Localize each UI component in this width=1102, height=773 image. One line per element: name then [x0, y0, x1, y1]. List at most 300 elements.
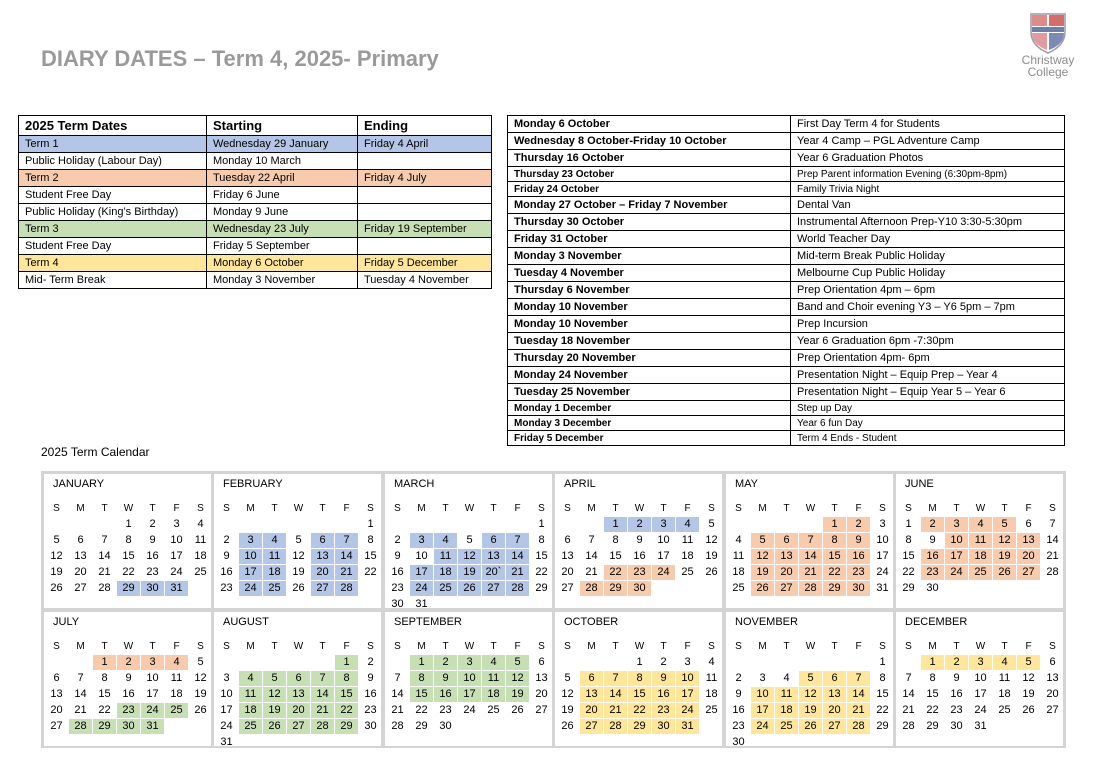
- calendar-day: 28: [311, 719, 334, 734]
- calendar-day: 30: [439, 720, 452, 732]
- calendar-day: 27: [580, 719, 603, 734]
- weekday-header: M: [758, 641, 767, 652]
- page-title: DIARY DATES – Term 4, 2025- Primary: [41, 46, 439, 71]
- calendar-day: 27: [535, 704, 548, 716]
- calendar-day: 5: [466, 534, 473, 546]
- weekday-header: M: [76, 503, 85, 514]
- calendar-day: 6: [775, 533, 798, 548]
- calendar-day: 12: [561, 688, 574, 700]
- calendar-day: 5: [197, 656, 204, 668]
- month-january: [44, 474, 211, 608]
- event-date: Thursday 23 October: [508, 167, 791, 182]
- event-date: Wednesday 8 October-Friday 10 October: [508, 133, 791, 150]
- calendar-day: 3: [410, 533, 433, 548]
- weekday-header: F: [1025, 503, 1032, 514]
- calendar-day: 3: [141, 655, 164, 670]
- calendar-day: 11: [170, 672, 183, 684]
- weekday-header: S: [564, 503, 571, 514]
- calendar-day: 15: [609, 550, 622, 562]
- calendar-day: 25: [705, 704, 718, 716]
- calendar-day: 9: [929, 534, 936, 546]
- event-description: Melbourne Cup Public Holiday: [791, 265, 1065, 282]
- calendar-day: 3: [969, 655, 992, 670]
- calendar-day: 17: [458, 687, 481, 702]
- calendar-day: 31: [415, 598, 428, 610]
- event-date: Monday 6 October: [508, 116, 791, 133]
- calendar-day: 17: [146, 688, 159, 700]
- calendar-day: 25: [263, 581, 286, 596]
- calendar-day: 14: [604, 687, 627, 702]
- event-date: Monday 24 November: [508, 367, 791, 384]
- weekday-header: S: [394, 641, 401, 652]
- calendar-day: 8: [612, 534, 619, 546]
- weekday-header: W: [464, 641, 475, 652]
- calendar-day: 13: [823, 687, 846, 702]
- calendar-day: 20: [311, 565, 334, 580]
- term-start: Monday 10 March: [207, 153, 358, 170]
- calendar-day: 19: [506, 687, 529, 702]
- weekday-header: M: [587, 503, 596, 514]
- weekday-header: W: [634, 641, 645, 652]
- calendar-day: 15: [410, 687, 433, 702]
- calendar-day: 6: [564, 534, 571, 546]
- event-description: Year 6 Graduation 6pm -7:30pm: [791, 333, 1065, 350]
- calendar-day: 21: [1046, 550, 1059, 562]
- calendar-day: 17: [945, 549, 968, 564]
- weekday-header: T: [612, 641, 619, 652]
- calendar-day: 6: [77, 534, 84, 546]
- calendar-day: 5: [751, 533, 774, 548]
- term-calendar: [41, 471, 1066, 748]
- event-description: Year 6 Graduation Photos: [791, 150, 1065, 167]
- event-date: Monday 10 November: [508, 316, 791, 333]
- weekday-header: T: [490, 503, 497, 514]
- calendar-day: 16: [122, 688, 135, 700]
- calendar-day: 1: [879, 656, 886, 668]
- event-description: World Teacher Day: [791, 231, 1065, 248]
- weekday-header: W: [123, 641, 134, 652]
- term-dates-row: [19, 272, 492, 289]
- calendar-day: 2: [847, 517, 870, 532]
- calendar-day: 3: [684, 656, 691, 668]
- event-row: [508, 333, 1065, 350]
- calendar-day: 13: [535, 672, 548, 684]
- weekday-header: M: [246, 503, 255, 514]
- calendar-day: 7: [1049, 518, 1056, 530]
- calendar-day: 2: [367, 656, 374, 668]
- weekday-header: W: [634, 503, 645, 514]
- calendar-day: 28: [335, 581, 358, 596]
- event-row: [508, 116, 1065, 133]
- calendar-day: 12: [292, 550, 305, 562]
- calendar-day: 6: [538, 656, 545, 668]
- calendar-day: 30: [847, 581, 870, 596]
- event-row: [508, 282, 1065, 299]
- calendar-day: 13: [1017, 533, 1040, 548]
- calendar-day: 10: [220, 688, 233, 700]
- calendar-day: 8: [905, 534, 912, 546]
- event-row: [508, 150, 1065, 167]
- calendar-day: 18: [482, 687, 505, 702]
- weekday-header: T: [442, 641, 449, 652]
- calendar-day: 13: [482, 549, 505, 564]
- weekday-header: T: [831, 503, 838, 514]
- calendar-day: 2: [149, 518, 156, 530]
- calendar-day: 18: [434, 565, 457, 580]
- weekday-header: F: [514, 641, 521, 652]
- term-end: Friday 19 September: [358, 221, 492, 238]
- calendar-day: 9: [636, 534, 643, 546]
- calendar-day: 31: [220, 736, 233, 748]
- term-end: Friday 5 December: [358, 255, 492, 272]
- event-description: Step up Day: [791, 401, 1065, 416]
- calendar-day: 11: [434, 549, 457, 564]
- weekday-header: T: [1001, 503, 1008, 514]
- event-description: Family Trivia Night: [791, 182, 1065, 197]
- month-december: [896, 612, 1063, 746]
- event-description: Prep Orientation 4pm- 6pm: [791, 350, 1065, 367]
- weekday-header: T: [319, 503, 326, 514]
- calendar-day: 28: [580, 581, 603, 596]
- calendar-day: 11: [969, 533, 992, 548]
- calendar-day: 1: [125, 518, 132, 530]
- calendar-day: 6: [823, 671, 846, 686]
- calendar-day: 4: [993, 655, 1016, 670]
- calendar-day: 16: [732, 704, 745, 716]
- event-date: Friday 31 October: [508, 231, 791, 248]
- calendar-day: 19: [458, 565, 481, 580]
- calendar-day: 18: [732, 566, 745, 578]
- calendar-day: 16: [146, 550, 159, 562]
- weekday-header: W: [123, 503, 134, 514]
- calendar-day: 18: [969, 549, 992, 564]
- event-row: [508, 231, 1065, 248]
- event-date: Thursday 30 October: [508, 214, 791, 231]
- calendar-day: 28: [1046, 566, 1059, 578]
- term-label: Public Holiday (King’s Birthday): [19, 204, 207, 221]
- calendar-day: 30: [141, 581, 164, 596]
- calendar-day: 19: [993, 549, 1016, 564]
- calendar-day: 30: [732, 736, 745, 748]
- calendar-day: 13: [561, 550, 574, 562]
- calendar-day: 29: [93, 719, 116, 734]
- term-dates-header: 2025 Term Dates: [19, 116, 207, 136]
- weekday-header: S: [53, 503, 60, 514]
- calendar-day: 1: [335, 655, 358, 670]
- calendar-day: 14: [799, 549, 822, 564]
- calendar-day: 25: [434, 581, 457, 596]
- calendar-day: 25: [487, 704, 500, 716]
- calendar-day: 20: [74, 566, 87, 578]
- weekday-header: S: [367, 503, 374, 514]
- calendar-day: 21: [902, 704, 915, 716]
- calendar-day: 20: [50, 704, 63, 716]
- weekday-header: T: [101, 503, 108, 514]
- event-description: Dental Van: [791, 197, 1065, 214]
- month-september: [385, 612, 552, 746]
- weekday-header: T: [831, 641, 838, 652]
- calendar-day: 21: [311, 703, 334, 718]
- calendar-day: 13: [580, 687, 603, 702]
- calendar-day: 16: [950, 688, 963, 700]
- calendar-day: 12: [1022, 672, 1035, 684]
- term-start: Wednesday 23 July: [207, 221, 358, 238]
- calendar-day: 23: [628, 565, 651, 580]
- term-start: Friday 6 June: [207, 187, 358, 204]
- calendar-day: 30: [628, 581, 651, 596]
- calendar-day: 30: [926, 582, 939, 594]
- calendar-day: 25: [732, 582, 745, 594]
- calendar-day: 24: [652, 565, 675, 580]
- calendar-day: 14: [506, 549, 529, 564]
- calendar-day: 31: [676, 719, 699, 734]
- weekday-header: T: [953, 503, 960, 514]
- calendar-day: 19: [705, 550, 718, 562]
- weekday-header: M: [758, 503, 767, 514]
- calendar-day: 25: [681, 566, 694, 578]
- weekday-header: F: [684, 641, 691, 652]
- calendar-day: 19: [292, 566, 305, 578]
- calendar-day: 9: [847, 533, 870, 548]
- weekday-header: T: [953, 641, 960, 652]
- calendar-day: 10: [945, 533, 968, 548]
- term-label: Student Free Day: [19, 187, 207, 204]
- weekday-header: T: [149, 641, 156, 652]
- logo-line2: College: [1027, 65, 1069, 79]
- month-august: [214, 612, 381, 746]
- calendar-day: 8: [410, 671, 433, 686]
- weekday-header: M: [417, 503, 426, 514]
- calendar-day: 24: [945, 565, 968, 580]
- calendar-day: 18: [263, 565, 286, 580]
- calendar-day: 21: [391, 704, 404, 716]
- event-row: [508, 384, 1065, 401]
- calendar-day: 3: [652, 517, 675, 532]
- calendar-day: 7: [604, 671, 627, 686]
- calendar-day: 17: [751, 703, 774, 718]
- calendar-day: 22: [823, 565, 846, 580]
- calendar-day: 12: [506, 671, 529, 686]
- calendar-day: 20: [561, 566, 574, 578]
- calendar-day: 16: [364, 688, 377, 700]
- calendar-day: 1: [604, 517, 627, 532]
- calendar-day: 24: [410, 581, 433, 596]
- month-name: MARCH: [394, 478, 435, 490]
- term-end: [358, 238, 492, 255]
- term-dates-row: [19, 204, 492, 221]
- calendar-day: 30: [117, 719, 140, 734]
- weekday-header: F: [855, 641, 862, 652]
- calendar-day: 3: [239, 533, 262, 548]
- calendar-day: 1: [921, 655, 944, 670]
- calendar-day: 4: [239, 671, 262, 686]
- calendar-day: 24: [876, 566, 889, 578]
- calendar-day: 1: [410, 655, 433, 670]
- calendar-day: 4: [783, 672, 790, 684]
- weekday-header: S: [879, 641, 886, 652]
- calendar-day: 23: [921, 565, 944, 580]
- calendar-day: 4: [708, 656, 715, 668]
- calendar-day: 15: [876, 688, 889, 700]
- calendar-day: 12: [799, 687, 822, 702]
- calendar-day: 10: [974, 672, 987, 684]
- event-description: Band and Choir evening Y3 – Y6 5pm – 7pm: [791, 299, 1065, 316]
- weekday-header: T: [442, 503, 449, 514]
- calendar-day: 4: [197, 518, 204, 530]
- calendar-day: 29: [604, 581, 627, 596]
- calendar-day: 20: [287, 703, 310, 718]
- calendar-day: 6: [287, 671, 310, 686]
- weekday-header: S: [879, 503, 886, 514]
- calendar-day: 9: [223, 550, 230, 562]
- calendar-day: 16: [847, 549, 870, 564]
- calendar-day: 15: [926, 688, 939, 700]
- calendar-day: 20: [580, 703, 603, 718]
- calendar-day: 23: [732, 720, 745, 732]
- calendar-day: 29: [415, 720, 428, 732]
- weekday-header: M: [246, 641, 255, 652]
- weekday-header: W: [464, 503, 475, 514]
- calendar-day: 23: [364, 704, 377, 716]
- calendar-day: 9: [953, 672, 960, 684]
- term-end: [358, 187, 492, 204]
- calendar-day: 24: [974, 704, 987, 716]
- calendar-day: 20: [823, 703, 846, 718]
- calendar-day: 2: [434, 655, 457, 670]
- calendar-day: 19: [194, 688, 207, 700]
- calendar-day: 5: [506, 655, 529, 670]
- event-row: [508, 416, 1065, 431]
- calendar-day: 26: [561, 720, 574, 732]
- calendar-day: 24: [141, 703, 164, 718]
- calendar-day: 6: [482, 533, 505, 548]
- school-logo: [1012, 12, 1084, 84]
- month-june: [896, 474, 1063, 608]
- calendar-day: 21: [74, 704, 87, 716]
- event-row: [508, 299, 1065, 316]
- weekday-header: M: [928, 641, 937, 652]
- calendar-day: 13: [311, 549, 334, 564]
- calendar-day: 17: [676, 687, 699, 702]
- calendar-day: 15: [98, 688, 111, 700]
- month-name: JANUARY: [53, 478, 105, 490]
- calendar-day: 1: [636, 656, 643, 668]
- calendar-label: 2025 Term Calendar: [41, 445, 150, 459]
- event-date: Monday 27 October – Friday 7 November: [508, 197, 791, 214]
- calendar-day: 11: [775, 687, 798, 702]
- calendar-day: 10: [458, 671, 481, 686]
- calendar-day: 25: [165, 703, 188, 718]
- calendar-day: 14: [585, 550, 598, 562]
- calendar-day: 15: [902, 550, 915, 562]
- calendar-day: 1: [367, 518, 374, 530]
- logo-line1: Christway: [1021, 53, 1075, 67]
- term-dates-row: [19, 153, 492, 170]
- calendar-day: 13: [287, 687, 310, 702]
- calendar-day: 27: [50, 720, 63, 732]
- event-date: Monday 3 November: [508, 248, 791, 265]
- event-date: Monday 10 November: [508, 299, 791, 316]
- weekday-header: T: [783, 641, 790, 652]
- calendar-day: 18: [239, 703, 262, 718]
- event-row: [508, 316, 1065, 333]
- calendar-day: 14: [847, 687, 870, 702]
- term-label: Term 2: [19, 170, 207, 187]
- month-may: [726, 474, 893, 608]
- calendar-day: 14: [902, 688, 915, 700]
- term-end: Friday 4 July: [358, 170, 492, 187]
- calendar-day: 17: [657, 550, 670, 562]
- event-date: Tuesday 4 November: [508, 265, 791, 282]
- calendar-day: 30: [950, 720, 963, 732]
- month-name: DECEMBER: [905, 616, 968, 628]
- weekday-header: W: [293, 641, 304, 652]
- calendar-day: 11: [194, 534, 207, 546]
- calendar-day: 9: [652, 671, 675, 686]
- calendar-day: 27: [74, 582, 87, 594]
- calendar-day: 28: [98, 582, 111, 594]
- calendar-day: 26: [292, 582, 305, 594]
- event-row: [508, 214, 1065, 231]
- calendar-day: 27: [311, 581, 334, 596]
- calendar-day: 11: [239, 687, 262, 702]
- weekday-header: S: [367, 641, 374, 652]
- calendar-day: 9: [735, 688, 742, 700]
- calendar-day: 26: [194, 704, 207, 716]
- weekday-header: S: [223, 641, 230, 652]
- calendar-day: 28: [391, 720, 404, 732]
- calendar-day: 6: [311, 533, 334, 548]
- calendar-day: 16: [921, 549, 944, 564]
- calendar-day: 18: [705, 688, 718, 700]
- calendar-day: 5: [799, 671, 822, 686]
- calendar-day: 11: [681, 534, 694, 546]
- weekday-header: S: [538, 503, 545, 514]
- calendar-day: 11: [705, 672, 718, 684]
- calendar-day: 6: [1049, 656, 1056, 668]
- calendar-day: 2: [117, 655, 140, 670]
- event-date: Thursday 20 November: [508, 350, 791, 367]
- month-name: FEBRUARY: [223, 478, 283, 490]
- calendar-day: 17: [239, 565, 262, 580]
- calendar-day: 11: [263, 549, 286, 564]
- weekday-header: T: [783, 503, 790, 514]
- calendar-day: 27: [775, 581, 798, 596]
- calendar-day: 10: [146, 672, 159, 684]
- calendar-day: 21: [506, 565, 529, 580]
- month-april: [555, 474, 722, 608]
- calendar-day: 26: [263, 719, 286, 734]
- weekday-header: W: [293, 503, 304, 514]
- calendar-day: 7: [847, 671, 870, 686]
- weekday-header: W: [805, 641, 816, 652]
- calendar-day: 18: [194, 550, 207, 562]
- event-description: First Day Term 4 for Students: [791, 116, 1065, 133]
- weekday-header: S: [905, 641, 912, 652]
- calendar-day: 28: [604, 719, 627, 734]
- calendar-day: 27: [823, 719, 846, 734]
- event-description: Mid-term Break Public Holiday: [791, 248, 1065, 265]
- weekday-header: T: [149, 503, 156, 514]
- calendar-day: 18: [998, 688, 1011, 700]
- calendar-day: 22: [98, 704, 111, 716]
- calendar-day: 5: [993, 517, 1016, 532]
- calendar-day: 30: [391, 598, 404, 610]
- weekday-header: T: [490, 641, 497, 652]
- weekday-header: S: [735, 641, 742, 652]
- calendar-day: 2: [394, 534, 401, 546]
- calendar-day: 21: [98, 566, 111, 578]
